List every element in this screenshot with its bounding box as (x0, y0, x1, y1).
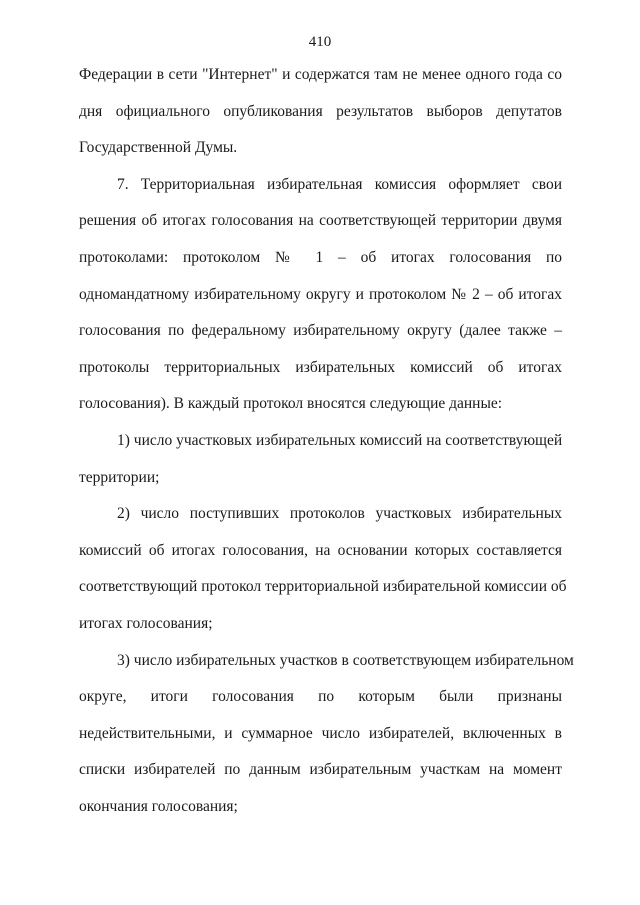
text-line: голосования по федеральному избирательному округу (далее также – (79, 322, 562, 340)
text-line: округе, итоги голосования по которым были признаны (79, 688, 562, 706)
text-line: протоколами: протоколом № 1 – об итогах голосования по (79, 248, 562, 266)
text-line: соответствующий протокол территориальной избирательной комиссии об (79, 578, 567, 596)
text-line: решения об итогах голосования на соответствующей территории двумя (79, 212, 562, 230)
text-line: Федерации в сети "Интернет" и содержатся там не менее одного года со (79, 66, 562, 83)
list-item-1-start: 1) число участковых избирательных комиссий на соответствующей (117, 431, 563, 449)
paragraph-7-start: 7. Территориальная избирательная комиссия оформляет свои (117, 175, 562, 193)
document-body (79, 66, 574, 834)
text-line: одномандатному избирательному округу и протоколом № 2 – об итогах (79, 285, 562, 303)
page-number: 410 (308, 34, 332, 50)
text-line: окончания голосования; (79, 797, 238, 815)
list-item-2-start: 2) число поступивших протоколов участковых избирательных (117, 505, 562, 523)
text-line: дня официального опубликования результатов выборов депутатов (79, 102, 562, 120)
text-line: списки избирателей по данным избирательным участкам на момент (79, 761, 562, 779)
text-line: Государственной Думы. (79, 139, 238, 157)
text-line: голосования). В каждый протокол вносятся следующие данные: (79, 395, 503, 413)
text-line: комиссий об итогах голосования, на основании которых составляется (79, 541, 562, 559)
text-line: протоколы территориальных избирательных комиссий об итогах (79, 358, 562, 376)
text-line: территории; (79, 468, 160, 486)
text-line: недействительными, и суммарное число избирателей, включенных в (79, 724, 562, 742)
list-item-3-start: 3) число избирательных участков в соответствующем избирательном (117, 651, 574, 669)
text-line: итогах голосования; (79, 614, 213, 632)
